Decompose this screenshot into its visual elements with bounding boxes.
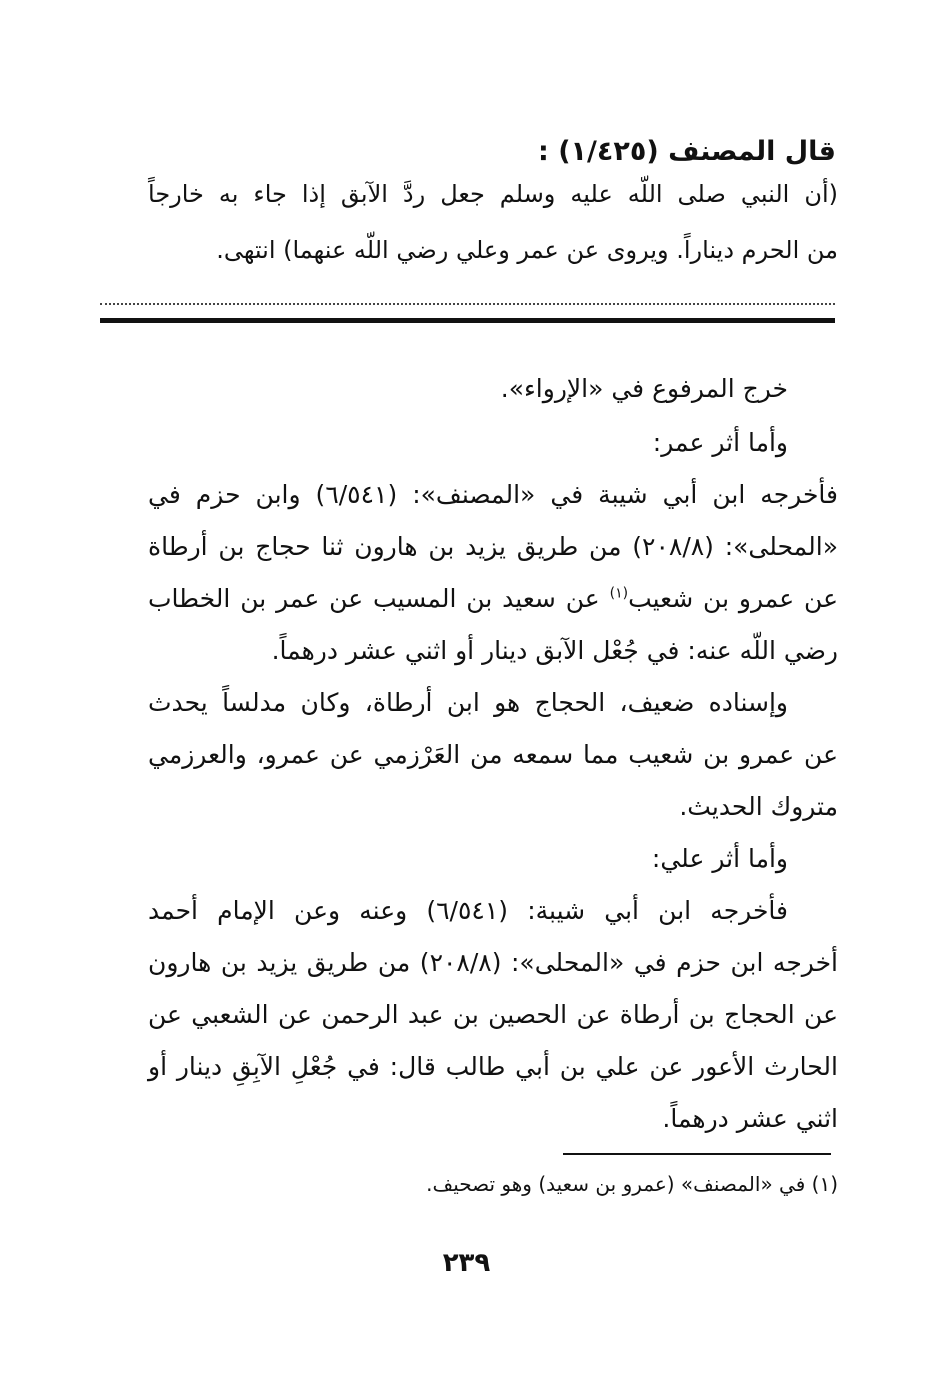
separator-thick <box>100 318 835 323</box>
body-line-5-end: عن سعيد بن المسيب عن عمر بن الخطاب <box>148 584 610 613</box>
body-line-5 <box>148 584 838 613</box>
body-line-14: الحارث الأعور عن علي بن أبي طالب قال: في جُعْلِ الآبِقِ دينار أو <box>148 1052 838 1081</box>
body-line-5-start: عن عمرو بن شعيب <box>628 584 838 613</box>
page-number: ٢٣٩ <box>442 1248 491 1278</box>
section-heading: قال المصنف (١/٤٢٥) : <box>538 136 836 167</box>
footnote: (١) في «المصنف» (عمرو بن سعيد) وهو تصحيف. <box>426 1172 838 1196</box>
body-line-6: رضي اللّه عنه: في جُعْل الآبق دينار أو اثني عشر درهماً. <box>271 636 838 665</box>
body-line-12: أخرجه ابن حزم في «المحلى»: (٢٠٨/٨) من طريق يزيد بن هارون <box>148 948 838 977</box>
body-line-10: وأما أثر علي: <box>651 844 788 873</box>
body-line-13: عن الحجاج بن أرطاة عن الحصين بن عبد الرحمن عن الشعبي عن <box>148 1000 838 1029</box>
quote-line-2: من الحرم ديناراً. ويروى عن عمر وعلي رضي اللّه عنهما) انتهى. <box>216 236 838 264</box>
body-line-15: اثني عشر درهماً. <box>662 1104 838 1133</box>
body-line-4: «المحلى»: (٢٠٨/٨) من طريق يزيد بن هارون ثنا حجاج بن أرطاة <box>148 532 838 561</box>
body-line-7: وإسناده ضعيف، الحجاج هو ابن أرطاة، وكان مدلساً يحدث <box>148 688 788 717</box>
body-line-3: فأخرجه ابن أبي شيبة في «المصنف»: (٦/٥٤١) وابن حزم في <box>148 480 838 509</box>
footnote-rule <box>563 1153 831 1155</box>
footnote-marker: (١) <box>609 585 629 602</box>
body-line-11: فأخرجه ابن أبي شيبة: (٦/٥٤١) وعنه وعن الإمام أحمد <box>148 896 788 925</box>
body-line-2: وأما أثر عمر: <box>652 428 788 457</box>
body-line-8: عن عمرو بن شعيب مما سمعه من العَرْزمي عن عمرو، والعرزمي <box>148 740 838 769</box>
body-line-9: متروك الحديث. <box>679 792 838 821</box>
body-line-1: خرج المرفوع في «الإرواء». <box>500 374 788 403</box>
separator-thin <box>100 303 835 305</box>
quote-line-1: (أن النبي صلى اللّه عليه وسلم جعل ردَّ الآبق إذا جاء به خارجاً <box>148 180 838 208</box>
